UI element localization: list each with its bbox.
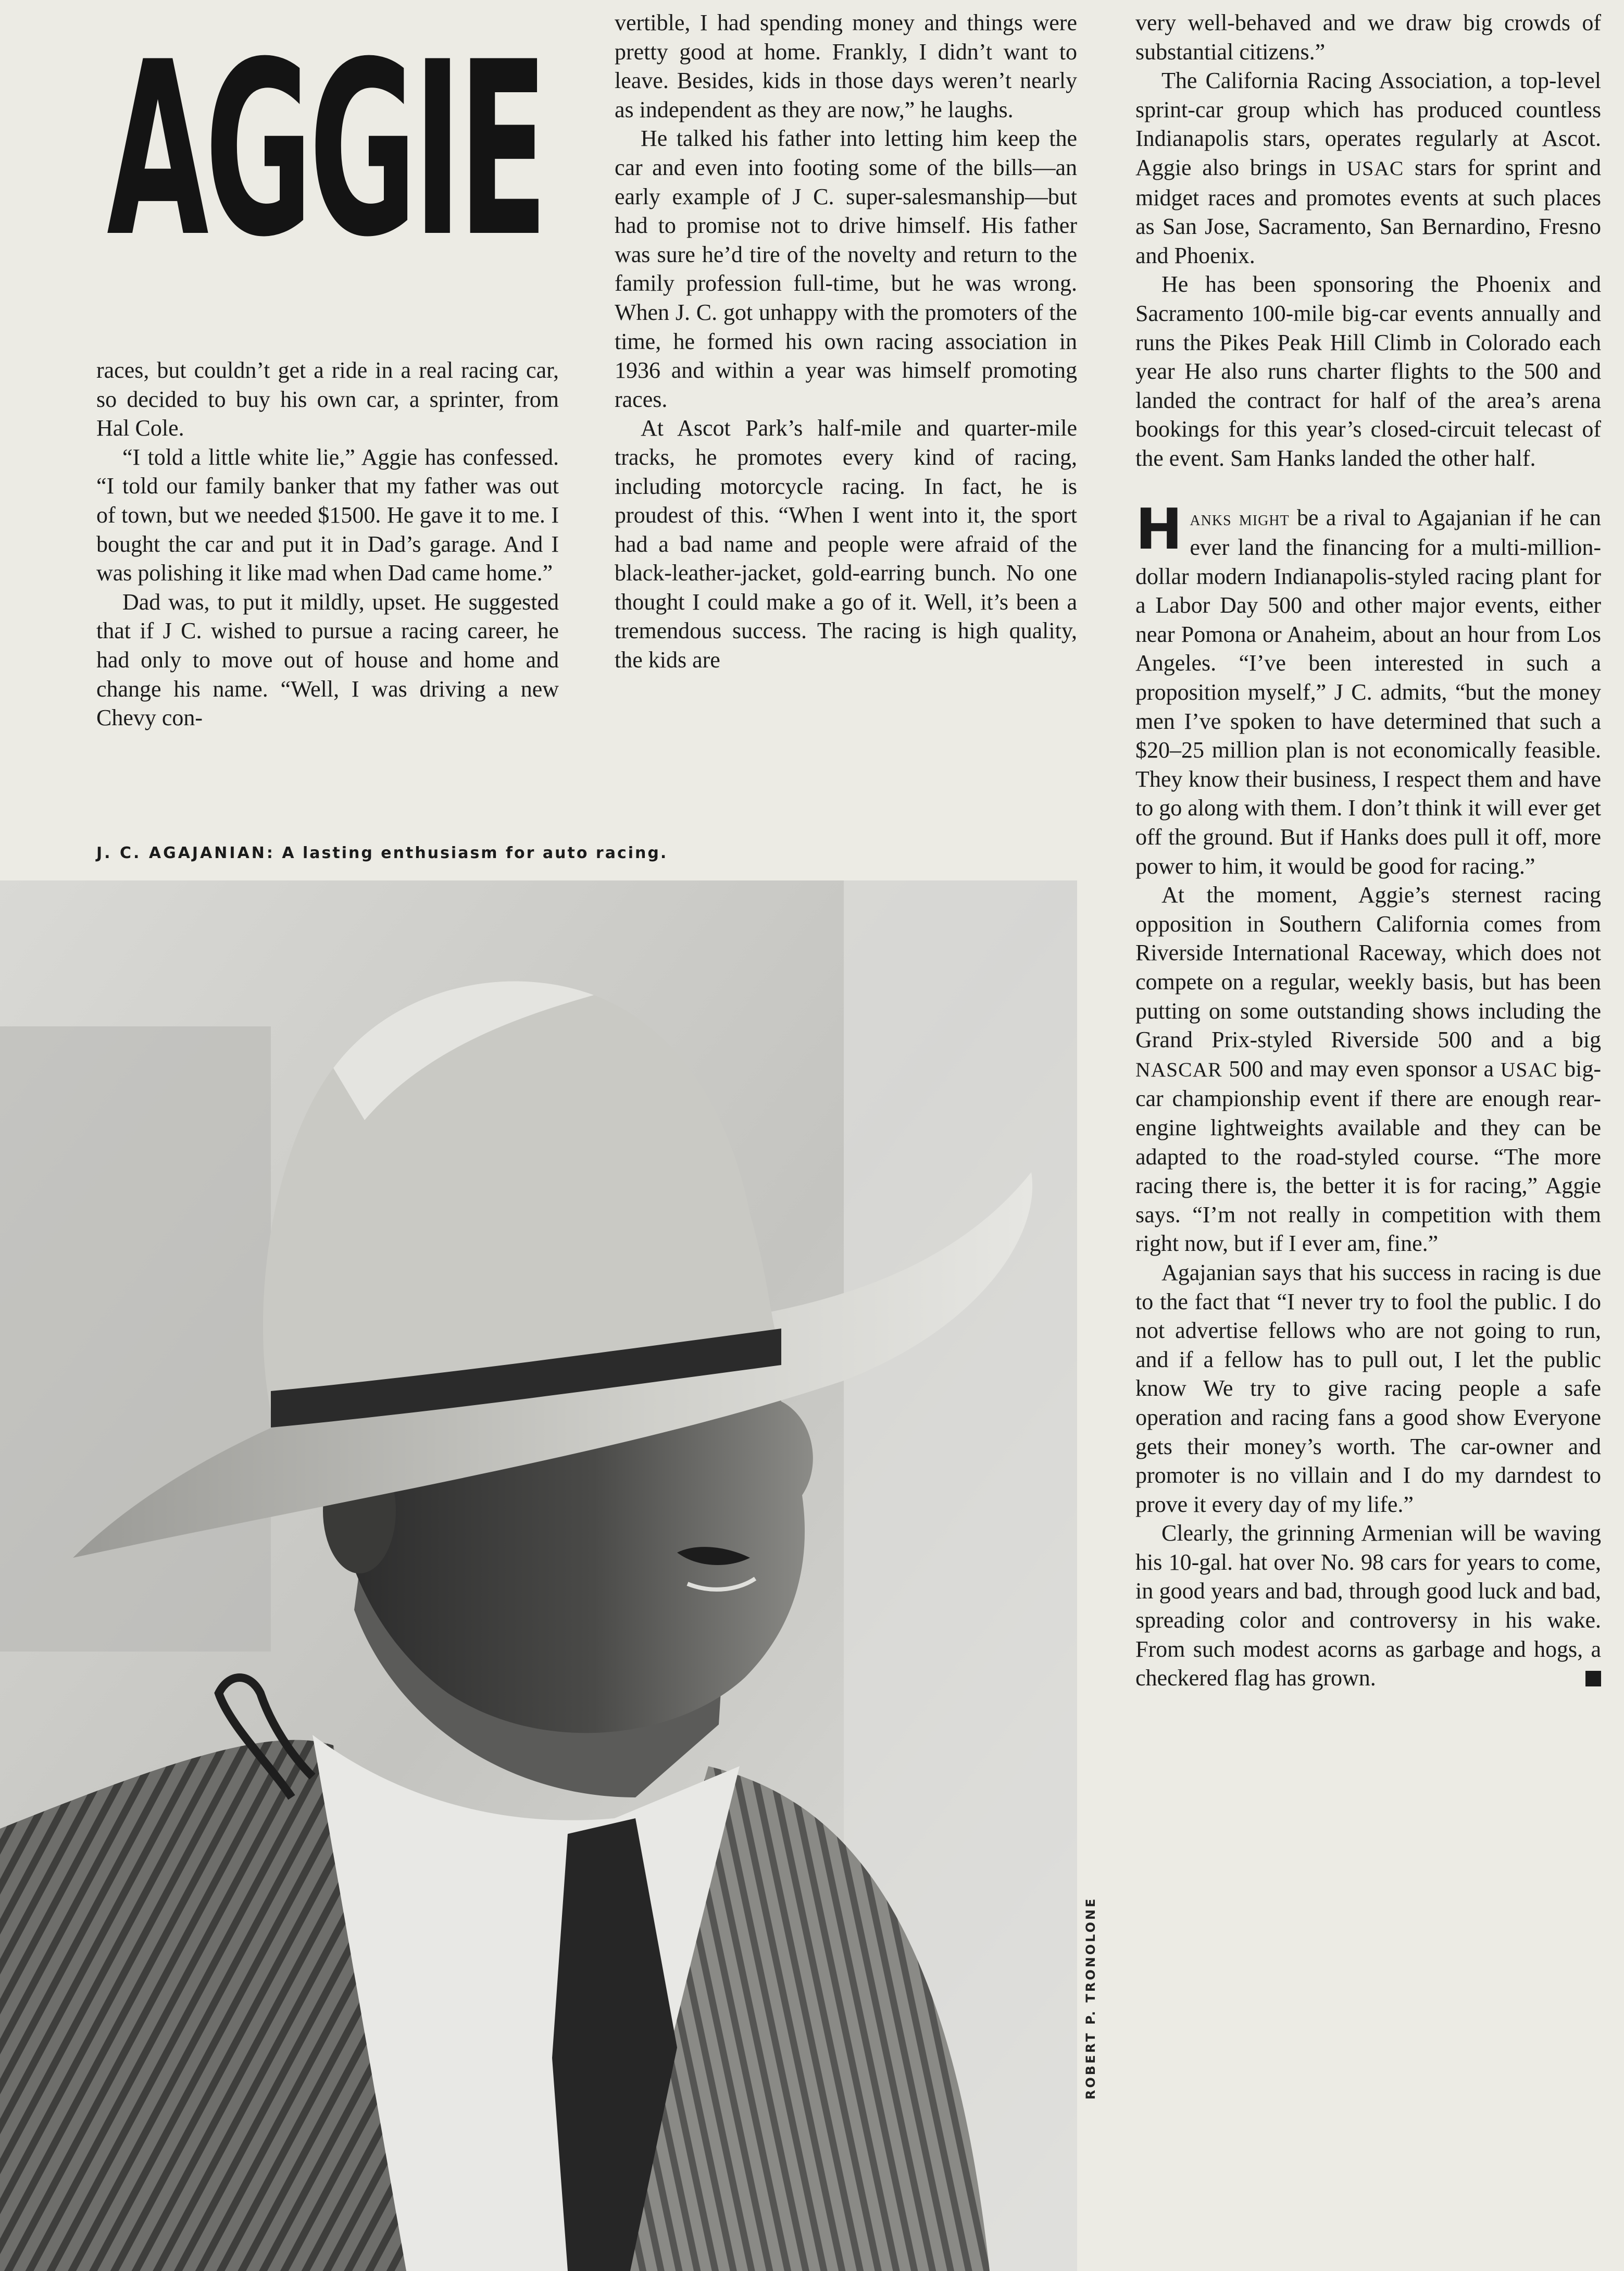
col2-paragraph: He talked his father into letting him keep the car and even into footing some of the bills—an early example of J C. super-salesmanship—but had to promise not to drive himself. His father was sure he’d tire of the novelty and return to the family profession full-time, but he was wrong. When J. C. got unhappy with the promoters of the time, he formed his own racing association in 1936 and within a year was himself promoting races.: [615, 126, 1077, 412]
end-mark-icon: [1585, 1671, 1601, 1686]
column-3: [1135, 8, 1601, 1693]
col1-paragraph: “I told a little white lie,” Aggie has confessed. “I told our family banker that my father was out of town, but we needed $1500. He gave it to me. I bought the car and put it in Dad’s garage. And I was polishing it like mad when Dad came home.”: [96, 444, 559, 586]
col3-paragraph: He has been sponsoring the Phoenix and Sacramento 100-mile big-car events annually and runs the Pikes Peak Hill Climb in Colorado each year He also runs charter flights to the 500 and landed the contract for half of the area’s arena bookings for this year’s closed-circuit telecast of the event. Sam Hanks landed the other half.: [1135, 271, 1601, 471]
photo-caption: [96, 844, 668, 862]
col2-paragraph: At Ascot Park’s half-mile and quarter-mile tracks, he promotes every kind of racing, including motorcycle racing. In fact, he is proudest of this. “When I went into it, the sport had a bad name and people were afraid of the black-leather-jacket, gold-earring bunch. No one thought I could make a go of it. Well, it’s been a tremendous success. The racing is high quality, the kids are: [615, 415, 1077, 673]
col1-paragraph: races, but couldn’t get a ride in a real racing car, so decided to buy his own car, a sprinter, from Hal Cole.: [96, 357, 559, 441]
caption-text: A lasting enthusiasm for auto racing.: [282, 844, 668, 862]
caption-name: J. C. AGAJANIAN:: [96, 844, 275, 862]
col3-paragraph: Clearly, the grinning Armenian will be waving his 10-gal. hat over No. 98 cars for years to come, in good years and bad, through good luck and bad, spreading color and controversy in his wake. From such modest acorns as garbage and hogs, a checkered flag has grown.: [1135, 1520, 1601, 1691]
usac-abbrev: USAC: [1500, 1058, 1558, 1081]
col3-paragraph-dropcap: Hanks might be a rival to Agajanian if he can ever land the financing for a multi-million-dollar modern Indianapolis-styled racing plant for a Labor Day 500 and other major events, either near Pomona or Anaheim, about an hour from Los Angeles. “I’ve been interested in such a proposition myself,” J C. admits, “but the money men I’ve spoken to have determined that such a $20–25 million plan is not economically feasible. They know their business, I respect them and have to go along with them. I don’t think it will ever get off the ground. But if Hanks does pull it off, more power to him, it would be good for racing.”: [1135, 497, 1602, 879]
portrait-photo: [0, 880, 1077, 2271]
article-title: AGGIE: [107, 11, 544, 290]
col2-paragraph: vertible, I had spending money and things were pretty good at home. Frankly, I didn’t want to leave. Besides, kids in those days weren’t nearly as independent as they are now,” he laughs.: [615, 10, 1077, 122]
col1-paragraph: Dad was, to put it mildly, upset. He suggested that if J C. wished to pursue a racing career, he had only to move out of house and home and change his name. “Well, I was driving a new Chevy con-: [96, 589, 559, 731]
portrait-illustration: [0, 880, 1077, 2271]
col3-paragraph: Agajanian says that his success in racing is due to the fact that “I never try to fool the public. I do not advertise fellows who are not going to run, and if a fellow has to pull out, I let the public know We try to give racing people a safe operation and racing fans a good show Everyone gets their money’s worth. The car-owner and promoter is no villain and I do my darndest to prove it every day of my life.”: [1135, 1259, 1601, 1517]
drop-cap: H: [1135, 497, 1183, 562]
usac-abbrev: USAC: [1346, 156, 1404, 180]
col3-paragraph: At the moment, Aggie’s sternest racing opposition in Southern California comes from Riverside International Raceway, which does not compete on a regular, weekly basis, but has been putting on some outstanding shows including the Grand Prix-styled Riverside 500 and a big NASCAR 500 and may even sponsor a USAC big-car championship event if there are enough rear-engine lightweights available and they can be adapted to the road-styled course. “The more racing there is, the better it is for racing,” Aggie says. “I’m not really in competition with them right now, but if I ever am, fine.”: [1135, 882, 1602, 1257]
col3-paragraph: very well-behaved and we draw big crowds of substantial citizens.”: [1135, 10, 1601, 65]
nascar-abbrev: NASCAR: [1135, 1058, 1222, 1081]
column-1: [96, 356, 559, 733]
column-2: [615, 8, 1077, 675]
col3-paragraph: The California Racing Association, a top-level sprint-car group which has produced countless Indianapolis stars, operates regularly at Ascot. Aggie also brings in USAC stars for sprint and midget races and promotes events at such places as San Jose, Sacramento, San Bernardino, Fresno and Phoenix.: [1135, 68, 1601, 268]
photo-credit: ROBERT P. TRONOLONE: [1083, 1896, 1098, 2100]
